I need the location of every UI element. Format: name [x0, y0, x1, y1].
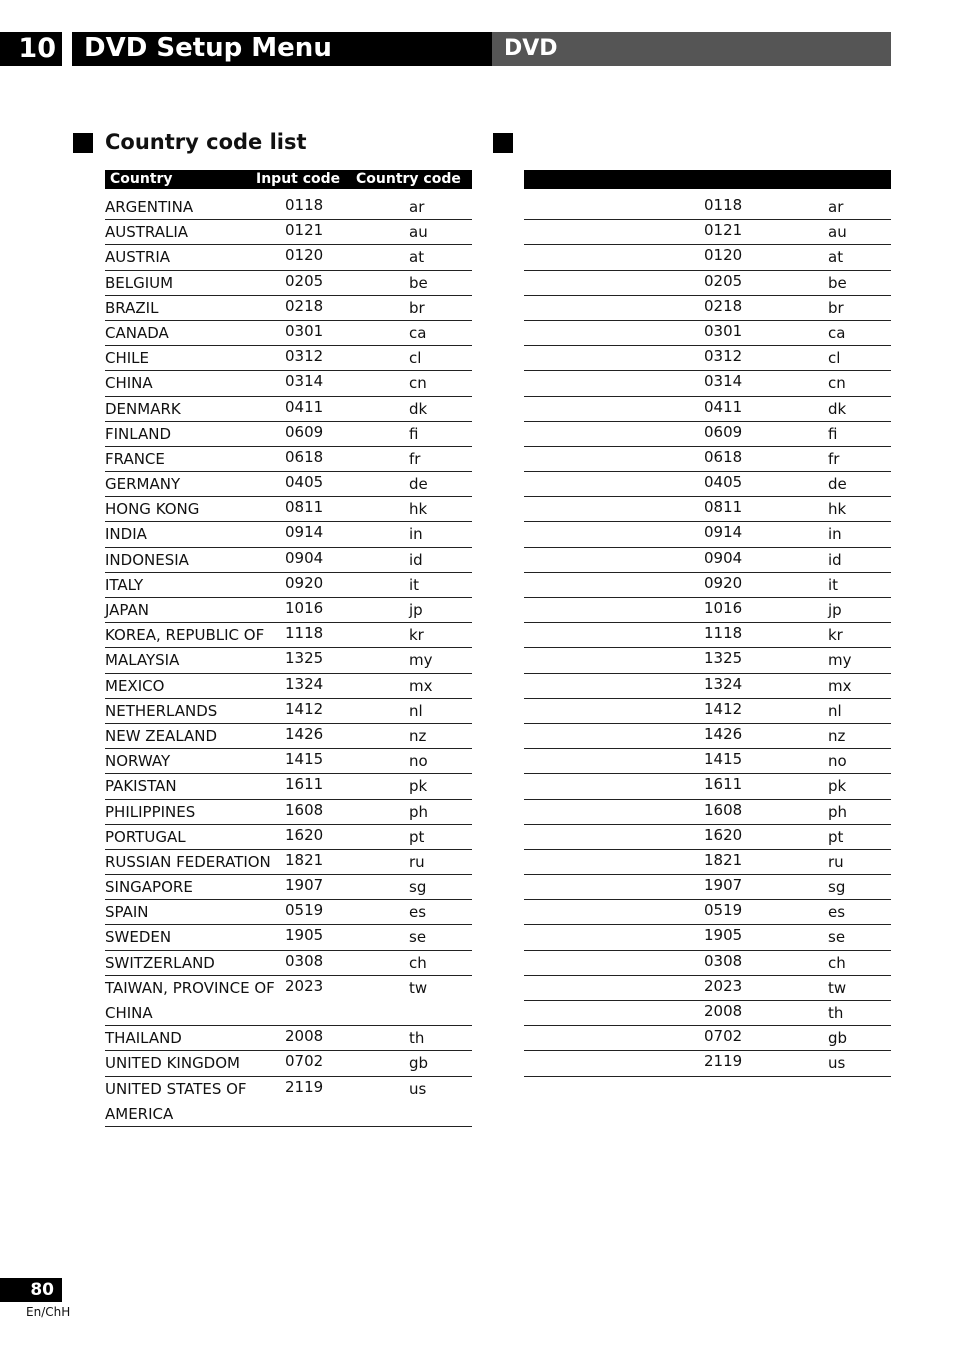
country-code: ph — [409, 802, 429, 821]
table-row — [524, 220, 891, 245]
table-row — [524, 774, 891, 799]
input-code: 1415 — [285, 750, 324, 769]
country-name: CANADA — [105, 323, 169, 342]
input-code: 1412 — [704, 699, 743, 718]
country-code: hk — [828, 500, 847, 519]
input-code: 2008 — [704, 1002, 743, 1020]
country-code: br — [409, 298, 425, 317]
table-row — [524, 522, 891, 547]
country-code: ar — [409, 198, 425, 216]
table-row — [524, 900, 891, 925]
country-name: SINGAPORE — [105, 878, 193, 897]
country-code: no — [409, 752, 428, 771]
input-code: 1016 — [285, 599, 324, 617]
input-code: 0118 — [704, 196, 743, 214]
country-name: SPAIN — [105, 903, 149, 922]
input-code: 0618 — [704, 447, 743, 466]
input-code: 1325 — [285, 649, 324, 668]
country-name: NORWAY — [105, 752, 171, 771]
input-code: 0312 — [704, 347, 743, 366]
country-name: DENMARK — [105, 399, 181, 418]
input-code: 1608 — [704, 800, 743, 819]
input-code: 0920 — [285, 573, 324, 592]
table-row — [105, 850, 472, 875]
section-title: Country code list — [105, 130, 307, 154]
table-row — [524, 825, 891, 850]
country-code: it — [409, 575, 420, 594]
input-code: 1821 — [285, 850, 324, 869]
input-code: 0904 — [704, 548, 743, 567]
table-row — [524, 472, 891, 497]
country-code: pt — [828, 827, 844, 846]
input-code: 0218 — [285, 296, 324, 315]
country-code: us — [828, 1054, 846, 1073]
table-row — [524, 850, 891, 875]
country-code: pk — [409, 777, 428, 796]
country-code: no — [828, 752, 847, 771]
input-code: 0519 — [704, 901, 743, 920]
country-code: de — [409, 475, 428, 494]
country-code: tw — [409, 978, 428, 997]
country-name: INDIA — [105, 525, 147, 544]
country-code: ph — [828, 802, 848, 821]
table-row — [105, 346, 472, 371]
chapter-title: DVD Setup Menu — [72, 32, 492, 66]
country-code: ch — [828, 953, 846, 972]
input-code: 1611 — [704, 775, 743, 794]
country-code: in — [828, 525, 842, 544]
input-code: 1118 — [285, 624, 324, 643]
country-code: be — [409, 273, 428, 292]
input-code: 1907 — [704, 876, 743, 895]
input-code: 0811 — [285, 498, 324, 517]
country-code: id — [409, 550, 423, 569]
table-row — [105, 271, 472, 296]
table-row — [524, 749, 891, 774]
table-row — [524, 699, 891, 724]
input-code: 0411 — [285, 397, 324, 416]
table-row — [105, 724, 472, 749]
country-code: de — [828, 475, 847, 494]
country-code: nz — [409, 726, 427, 745]
country-code: pk — [828, 777, 847, 796]
table-row — [524, 422, 891, 447]
country-code: sg — [828, 878, 846, 897]
country-name: ITALY — [105, 575, 144, 594]
table-row — [105, 573, 472, 598]
input-code: 1905 — [704, 926, 743, 945]
table-row — [105, 623, 472, 648]
table-header-right — [524, 170, 891, 189]
country-name: AUSTRALIA — [105, 223, 189, 242]
table-row — [524, 875, 891, 900]
table-row — [105, 825, 472, 850]
input-code: 0121 — [704, 221, 743, 240]
country-name: INDONESIA — [105, 550, 189, 569]
table-row — [105, 925, 472, 950]
table-row — [105, 1051, 472, 1076]
country-name: SWEDEN — [105, 928, 172, 947]
table-row — [524, 623, 891, 648]
country-code: ru — [828, 852, 844, 871]
country-name: NETHERLANDS — [105, 701, 218, 720]
country-code: at — [828, 248, 844, 267]
country-name: NEW ZEALAND — [105, 726, 218, 745]
country-code: nz — [828, 726, 846, 745]
input-code: 1324 — [704, 674, 743, 693]
country-name: SWITZERLAND — [105, 953, 215, 972]
input-code: 1611 — [285, 775, 324, 794]
input-code: 0914 — [704, 523, 743, 542]
country-code: hk — [409, 500, 428, 519]
country-name: JAPAN — [105, 601, 149, 619]
input-code: 0301 — [704, 321, 743, 340]
country-name: THAILAND — [105, 1029, 182, 1048]
country-name: MEXICO — [105, 676, 165, 695]
page-number: 80 — [0, 1278, 62, 1302]
input-code: 0914 — [285, 523, 324, 542]
input-code: 0308 — [704, 951, 743, 970]
country-code: fr — [409, 449, 421, 468]
input-code: 1608 — [285, 800, 324, 819]
country-code: be — [828, 273, 847, 292]
input-code: 1118 — [704, 624, 743, 643]
table-row — [105, 900, 472, 925]
input-code: 0618 — [285, 447, 324, 466]
country-code: mx — [828, 676, 852, 695]
input-code: 0811 — [704, 498, 743, 517]
country-code: ru — [409, 852, 425, 871]
country-code: ch — [409, 953, 427, 972]
table-row — [105, 699, 472, 724]
section-marker-left — [73, 133, 93, 153]
table-row — [105, 472, 472, 497]
country-code: fi — [409, 424, 419, 443]
table-row — [524, 397, 891, 422]
input-code: 1325 — [704, 649, 743, 668]
table-row — [105, 548, 472, 573]
country-code: my — [828, 651, 852, 670]
country-name: RUSSIAN FEDERATION — [105, 852, 271, 871]
table-row — [524, 346, 891, 371]
table-row — [105, 522, 472, 547]
country-code: jp — [409, 601, 423, 619]
country-name: KOREA, REPUBLIC OF — [105, 626, 265, 645]
country-code: br — [828, 298, 844, 317]
country-name: BRAZIL — [105, 298, 159, 317]
country-code: es — [828, 903, 846, 922]
table-row — [105, 1026, 472, 1051]
country-code: id — [828, 550, 842, 569]
input-code: 2023 — [285, 976, 324, 995]
input-code: 0702 — [704, 1027, 743, 1046]
country-code: fr — [828, 449, 840, 468]
table-row — [105, 296, 472, 321]
column-header-country-code: Country code — [356, 171, 461, 187]
country-name: GERMANY — [105, 475, 181, 494]
table-row — [524, 447, 891, 472]
table-row — [524, 800, 891, 825]
input-code: 0904 — [285, 548, 324, 567]
input-code: 2023 — [704, 976, 743, 995]
table-row — [105, 195, 472, 220]
country-code: tw — [828, 978, 847, 997]
country-code: au — [409, 223, 428, 242]
table-row — [524, 271, 891, 296]
table-row — [524, 598, 891, 623]
table-row — [105, 422, 472, 447]
country-name: FRANCE — [105, 449, 165, 468]
section-tag: DVD — [492, 32, 891, 66]
input-code: 2119 — [704, 1052, 743, 1071]
table-row — [524, 1001, 891, 1026]
input-code: 1620 — [285, 825, 324, 844]
country-code: dk — [409, 399, 428, 418]
country-code: ar — [828, 198, 844, 216]
input-code: 1426 — [285, 724, 324, 743]
country-code: cn — [409, 374, 427, 393]
input-code: 0121 — [285, 221, 324, 240]
country-code: th — [828, 1004, 844, 1022]
input-code: 1905 — [285, 926, 324, 945]
country-code: cl — [828, 349, 841, 368]
input-code: 1620 — [704, 825, 743, 844]
country-code: gb — [409, 1054, 429, 1073]
country-code: cl — [409, 349, 422, 368]
country-code-table — [105, 195, 472, 1127]
country-name: PORTUGAL — [105, 827, 186, 846]
table-row — [105, 749, 472, 774]
country-name: BELGIUM — [105, 273, 174, 292]
input-code: 0314 — [704, 372, 743, 391]
table-row — [524, 321, 891, 346]
country-code: se — [828, 928, 846, 947]
country-code-table-secondary — [524, 195, 891, 1077]
country-name: UNITED KINGDOM — [105, 1054, 240, 1073]
table-row — [105, 976, 472, 1026]
country-code: nl — [409, 701, 423, 720]
table-row — [524, 674, 891, 699]
table-row — [524, 951, 891, 976]
country-name: MALAYSIA — [105, 651, 180, 670]
input-code: 1821 — [704, 850, 743, 869]
country-code: us — [409, 1079, 427, 1098]
country-code: in — [409, 525, 423, 544]
table-row — [524, 724, 891, 749]
country-code: gb — [828, 1029, 848, 1048]
input-code: 1324 — [285, 674, 324, 693]
input-code: 0120 — [704, 246, 743, 265]
country-name: AUSTRIA — [105, 248, 171, 267]
input-code: 0205 — [704, 271, 743, 290]
country-code: kr — [828, 626, 843, 645]
input-code: 1426 — [704, 724, 743, 743]
country-code: sg — [409, 878, 427, 897]
table-header-left — [105, 170, 472, 189]
table-row — [105, 245, 472, 270]
section-marker-right — [493, 133, 513, 153]
input-code: 0609 — [285, 422, 324, 441]
input-code: 0308 — [285, 951, 324, 970]
table-row — [105, 648, 472, 673]
input-code: 1412 — [285, 699, 324, 718]
table-row — [105, 321, 472, 346]
input-code: 0920 — [704, 573, 743, 592]
country-name: HONG KONG — [105, 500, 200, 519]
country-name: FINLAND — [105, 424, 172, 443]
input-code: 0301 — [285, 321, 324, 340]
input-code: 2008 — [285, 1027, 324, 1046]
input-code: 1016 — [704, 599, 743, 617]
country-name: PAKISTAN — [105, 777, 177, 796]
country-code: th — [409, 1029, 425, 1048]
country-code: it — [828, 575, 839, 594]
country-code: au — [828, 223, 847, 242]
table-row — [105, 497, 472, 522]
table-row — [105, 875, 472, 900]
input-code: 0609 — [704, 422, 743, 441]
country-code: se — [409, 928, 427, 947]
country-name: CHILE — [105, 349, 150, 368]
table-row — [105, 1077, 472, 1127]
table-row — [524, 195, 891, 220]
country-code: es — [409, 903, 427, 922]
table-row — [105, 674, 472, 699]
table-row — [524, 925, 891, 950]
country-code: at — [409, 248, 425, 267]
input-code: 0702 — [285, 1052, 324, 1071]
table-row — [524, 296, 891, 321]
input-code: 0411 — [704, 397, 743, 416]
table-row — [524, 497, 891, 522]
page-code: En/ChH — [26, 1305, 71, 1319]
table-row — [524, 548, 891, 573]
table-row — [105, 220, 472, 245]
table-row — [524, 1051, 891, 1076]
table-row — [524, 573, 891, 598]
country-code: ca — [409, 323, 427, 342]
table-row — [524, 648, 891, 673]
country-name: TAIWAN, PROVINCE OF CHINA — [105, 978, 275, 1023]
column-header-country: Country — [110, 171, 173, 187]
country-code: jp — [828, 601, 842, 619]
table-row — [105, 371, 472, 396]
input-code: 0312 — [285, 347, 324, 366]
country-code: kr — [409, 626, 424, 645]
country-name: ARGENTINA — [105, 198, 194, 216]
input-code: 0519 — [285, 901, 324, 920]
input-code: 2119 — [285, 1077, 324, 1096]
input-code: 0314 — [285, 372, 324, 391]
country-name: PHILIPPINES — [105, 802, 196, 821]
table-row — [105, 397, 472, 422]
table-row — [105, 774, 472, 799]
country-name: UNITED STATES OF AMERICA — [105, 1079, 247, 1123]
input-code: 0405 — [285, 473, 324, 492]
table-row — [524, 245, 891, 270]
table-row — [524, 1026, 891, 1051]
country-code: dk — [828, 399, 847, 418]
column-header-input-code: Input code — [256, 171, 341, 187]
country-code: nl — [828, 701, 842, 720]
table-row — [105, 447, 472, 472]
country-code: mx — [409, 676, 433, 695]
table-row — [524, 976, 891, 1001]
country-code: ca — [828, 323, 846, 342]
input-code: 0118 — [285, 196, 324, 214]
table-row — [105, 598, 472, 623]
input-code: 1907 — [285, 876, 324, 895]
table-row — [524, 371, 891, 396]
input-code: 0405 — [704, 473, 743, 492]
input-code: 0205 — [285, 271, 324, 290]
country-code: pt — [409, 827, 425, 846]
country-code: my — [409, 651, 433, 670]
input-code: 0120 — [285, 246, 324, 265]
country-name: CHINA — [105, 374, 153, 393]
country-code: cn — [828, 374, 846, 393]
table-row — [105, 951, 472, 976]
input-code: 0218 — [704, 296, 743, 315]
input-code: 1415 — [704, 750, 743, 769]
table-row — [105, 800, 472, 825]
chapter-number: 10 — [0, 32, 62, 66]
country-code: fi — [828, 424, 838, 443]
